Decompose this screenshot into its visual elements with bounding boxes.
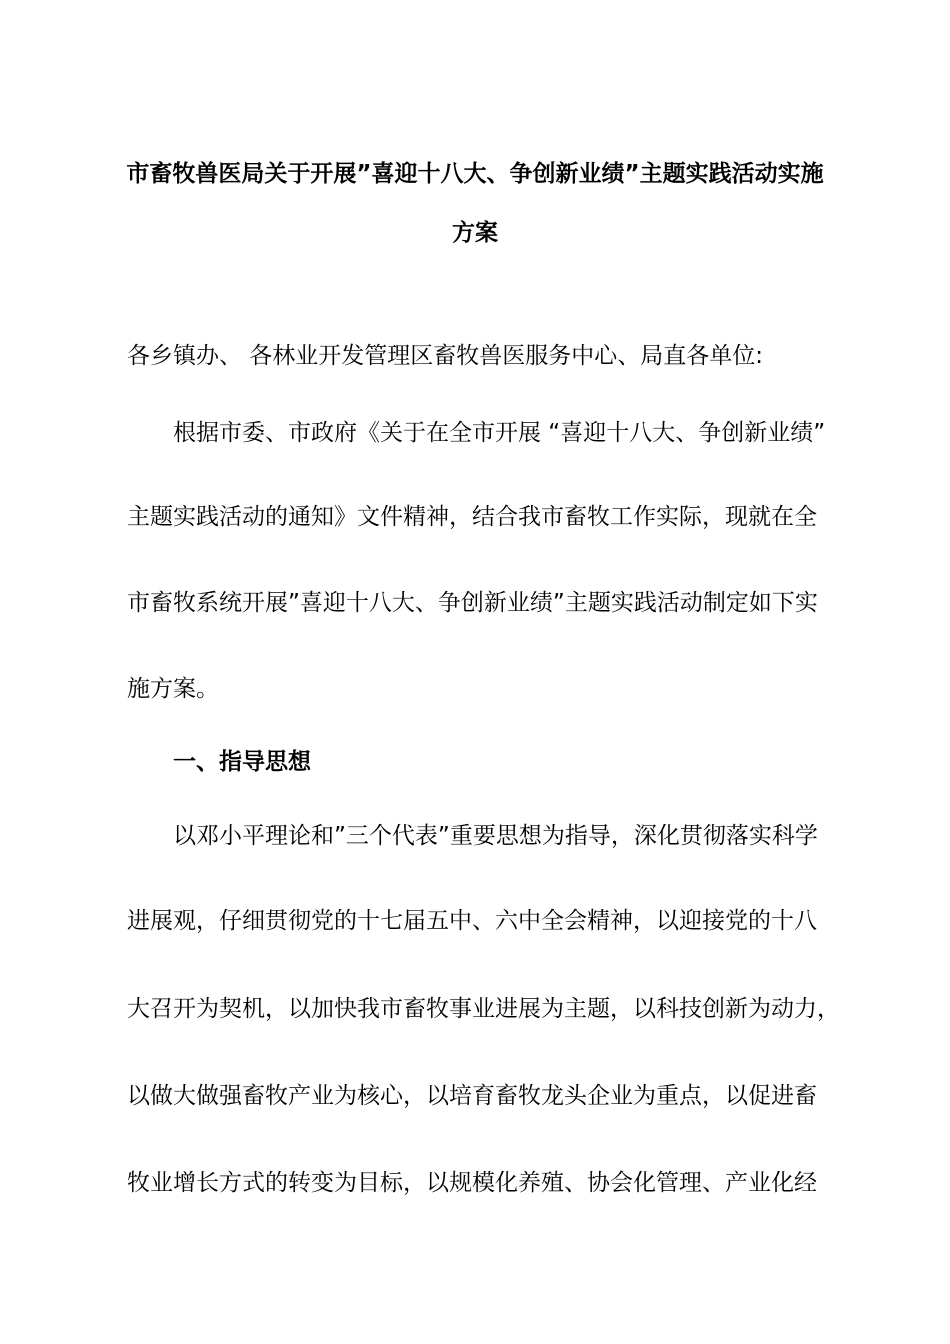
paragraph-2-line-3: 大召开为契机，以加快我市畜牧事业进展为主题，以科技创新为动力， [127,996,840,1022]
paragraph-1-line-2: 主题实践活动的通知》文件精神，结合我市畜牧工作实际，现就在全 [127,504,817,530]
document-title-line-2: 方案 [452,220,498,246]
salutation: 各乡镇办、 各林业开发管理区畜牧兽医服务中心、局直各单位: [127,343,764,369]
paragraph-2-line-4: 以做大做强畜牧产业为核心，以培育畜牧龙头企业为重点，以促进畜 [127,1083,817,1109]
paragraph-2-line-2: 进展观，仔细贯彻党的十七届五中、六中全会精神，以迎接党的十八 [127,908,817,934]
document-title-line-1: 市畜牧兽医局关于开展”喜迎十八大、争创新业绩”主题实践活动实施 [126,161,824,187]
paragraph-1-line-1: 根据市委、市政府《关于在全市开展 “喜迎十八大、争创新业绩” [173,420,826,446]
paragraph-2-line-5: 牧业增长方式的转变为目标，以规模化养殖、协会化管理、产业化经 [127,1170,817,1196]
paragraph-2-line-1: 以邓小平理论和”三个代表”重要思想为指导，深化贯彻落实科学 [173,823,818,849]
section-1-heading: 一、指导思想 [173,749,311,775]
paragraph-1-line-4: 施方案。 [127,676,219,702]
paragraph-1-line-3: 市畜牧系统开展”喜迎十八大、争创新业绩”主题实践活动制定如下实 [127,590,818,616]
